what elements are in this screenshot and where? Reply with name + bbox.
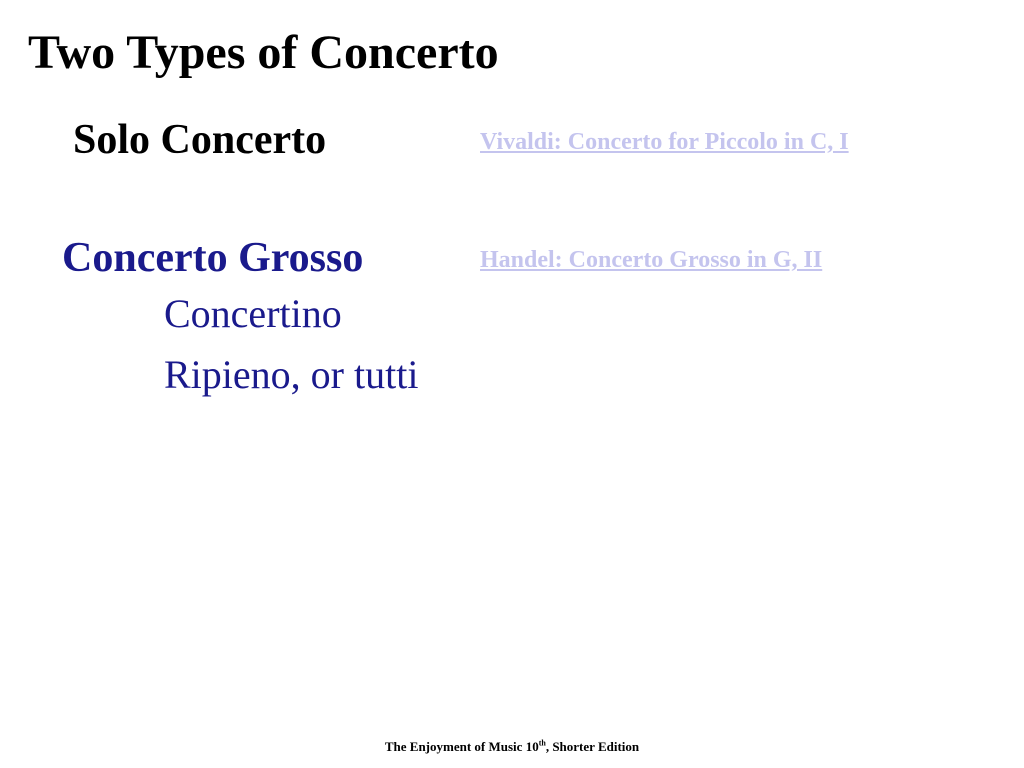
- footer-text-before: The Enjoyment of Music 10: [384, 739, 539, 754]
- slide-title: Two Types of Concerto: [28, 26, 499, 79]
- footer-superscript: th: [538, 738, 546, 748]
- concerto-grosso-heading: Concerto Grosso: [62, 235, 364, 281]
- solo-concerto-heading: Solo Concerto: [73, 117, 327, 163]
- footer-citation: [0, 739, 1024, 755]
- handel-audio-link[interactable]: Handel: Concerto Grosso in G, II: [480, 247, 823, 273]
- concertino-item: Concertino: [164, 291, 342, 336]
- vivaldi-audio-link[interactable]: Vivaldi: Concerto for Piccolo in C, I: [480, 129, 849, 155]
- ripieno-item: Ripieno, or tutti: [164, 352, 419, 397]
- footer-text-after: , Shorter Edition: [545, 739, 640, 754]
